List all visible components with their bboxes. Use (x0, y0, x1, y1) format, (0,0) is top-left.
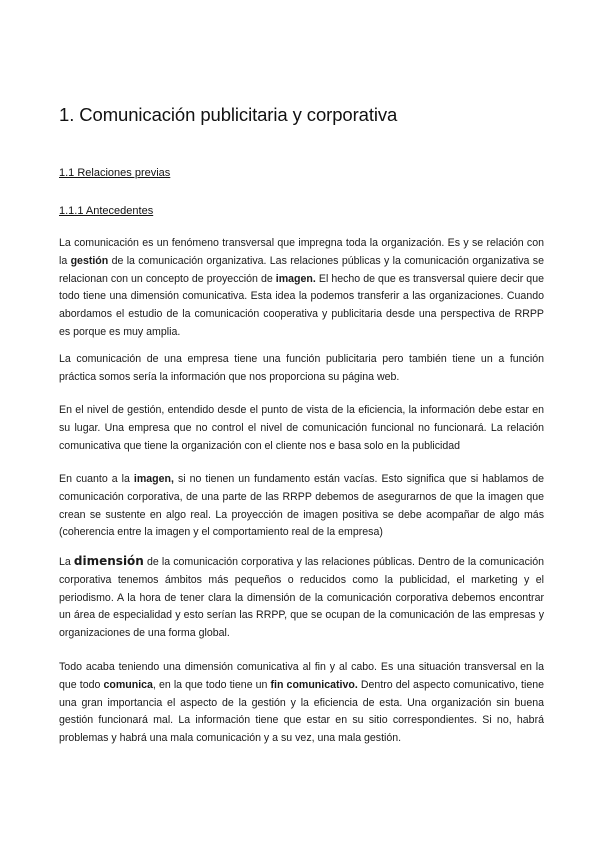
paragraph-text: En cuanto a la (59, 473, 134, 485)
bold-term: imagen, (133, 473, 174, 485)
bold-term: dimensión (73, 554, 144, 568)
bold-term: comunica (103, 678, 153, 691)
paragraph-4 (59, 471, 544, 542)
paragraph-5 (59, 553, 544, 643)
paragraph-text: si no tienen un fundamento están vacías. Esto significa que si hablamos de comunicación corporativa, de una parte de las RRPP debemos de asegurarnos de que la imagen que crean se sustente en algo real. La proyección de imagen positiva se debe acompañar de algo más (coherencia entre la imagen y el comportamiento real de la empresa) (59, 473, 544, 539)
paragraph-text: La (59, 556, 74, 568)
paragraph-text: de la comunicación corporativa y las relaciones públicas. Dentro de la comunicación corporativa tenemos ámbitos más pequeños o reducidos como la publicidad, el marketing y el periodismo. A la hora de tener clara la dimensión de la comunicación corporativa debemos encontrar un área de especialidad y esto serían las RRPP, que se ocupan de la comunicación de las empresas y organizaciones de una forma global. (59, 556, 544, 640)
page-title: 1. Comunicación publicitaria y corporativa (59, 104, 398, 125)
paragraph-2: La comunicación de una empresa tiene una función publicitaria pero también tiene un a función práctica somos sería la información que nos proporciona su página web. (59, 353, 544, 383)
bold-term: fin comunicativo. (270, 678, 358, 691)
paragraph-3: En el nivel de gestión, entendido desde el punto de vista de la eficiencia, la información debe estar en su lugar. Una empresa que no control el nivel de comunicación funcional no funcionará. La relación comunicativa que tiene la organización con el cliente nos e basa solo en la publicidad (59, 404, 544, 452)
section-heading: 1.1 Relaciones previas (59, 167, 171, 179)
subsection-heading: 1.1.1 Antecedentes (59, 205, 154, 217)
paragraph-text: El hecho de que es transversal quiere decir que todo tiene una dimensión comunicativa. Esta idea la podemos transferir a las organizaciones. Cuando abordamos el estudio de la comunicación cooperativa y publicitaria desde una perspectiva de RRPP es porque es muy amplia. (59, 272, 544, 338)
paragraph-text: Dentro del aspecto comunicativo, tiene una gran importancia el aspecto de la gestión y la eficiencia de esta. Una organización sin buena gestión funcionará mal. La información tiene que estar en su sitio correspondientes. Si no, habrá problemas y habrá una mala comunicación y a su vez, una mala gestión. (59, 678, 544, 745)
paragraph-text: , en la que todo tiene un (152, 678, 271, 691)
paragraph-text: La comunicación es un fenómeno transversal que impregna toda la organización. Es y se relación con la (59, 237, 544, 267)
bold-term: gestión (70, 254, 109, 267)
paragraph-6 (59, 659, 544, 748)
paragraph-text: Todo acaba teniendo una dimensión comunicativa al fin y al cabo. Es una situación transversal en la que todo (59, 661, 544, 691)
paragraph-text: de la comunicación organizativa. Las relaciones públicas y la comunicación organizativa se relacionan con un concepto de proyección de (59, 254, 544, 285)
bold-term: imagen. (275, 272, 316, 285)
paragraph-1 (59, 235, 544, 342)
